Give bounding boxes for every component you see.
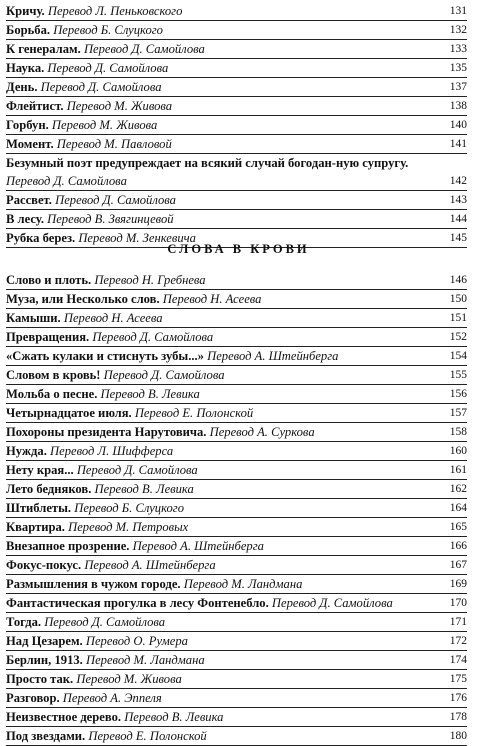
toc-entry xyxy=(6,651,467,670)
entry-title: Безумный поэт предупреждает на всякий случай богодан-ную супругу. xyxy=(6,156,409,170)
entry-title: Рассвет. xyxy=(6,193,52,207)
entry-translator: Перевод Л. Шифферса xyxy=(50,444,174,458)
entry-translator: Перевод Д. Самойлова xyxy=(83,42,205,56)
entry-title: Фантастическая прогулка в лесу Фонтенебло. xyxy=(6,596,269,610)
entry-translator: Перевод Е. Полонской xyxy=(134,406,254,420)
toc-entry xyxy=(6,116,467,135)
entry-translator: Перевод Л. Пеньковского xyxy=(47,4,183,18)
toc-entry xyxy=(6,689,467,708)
toc-entry xyxy=(6,271,467,290)
entry-page-number: 171 xyxy=(448,613,467,631)
entry-page-number: 141 xyxy=(448,135,467,153)
entry-title: Внезапное прозрение. xyxy=(6,539,130,553)
entry-page-number: 175 xyxy=(448,670,467,688)
entry-translator: Перевод А. Суркова xyxy=(209,425,315,439)
entry-page-number: 143 xyxy=(448,191,467,209)
entry-page-number: 180 xyxy=(448,727,467,745)
entry-page-number: 133 xyxy=(448,40,467,58)
toc-entry xyxy=(6,40,467,59)
entry-title: Горбун. xyxy=(6,118,49,132)
toc-entry xyxy=(6,347,467,366)
entry-page-number: 131 xyxy=(448,2,467,20)
entry-title: Муза, или Несколько слов. xyxy=(6,292,160,306)
entry-title: Кричу. xyxy=(6,4,45,18)
entry-translator: Перевод Д. Самойлова xyxy=(6,174,127,188)
entry-translator: Перевод М. Ландмана xyxy=(85,653,205,667)
entry-translator: Перевод Б. Слуцкого xyxy=(74,501,185,515)
entry-page-number: 158 xyxy=(448,423,467,441)
toc-entry xyxy=(6,210,467,229)
entry-translator: Перевод Е. Полонской xyxy=(88,729,207,743)
toc-list-1 xyxy=(6,2,467,248)
entry-page-number: 146 xyxy=(448,271,467,289)
entry-translator: Перевод Д. Самойлова xyxy=(271,596,393,610)
entry-translator: Перевод В. Левика xyxy=(124,710,224,724)
toc-entry xyxy=(6,135,467,154)
entry-title: Борьба. xyxy=(6,23,51,37)
entry-title: Камыши. xyxy=(6,311,61,325)
entry-title: «Сжать кулаки и стиснуть зубы...» xyxy=(6,349,204,363)
entry-title: Нету края... xyxy=(6,463,74,477)
toc-entry xyxy=(6,290,467,309)
entry-translator: Перевод Н. Гребнева xyxy=(94,273,206,287)
entry-title: Размышления в чужом городе. xyxy=(6,577,181,591)
entry-translator: Перевод О. Румера xyxy=(85,634,188,648)
entry-translator: Перевод Д. Самойлова xyxy=(92,330,214,344)
entry-page-number: 154 xyxy=(448,347,467,365)
entry-page-number: 137 xyxy=(448,78,467,96)
entry-translator: Перевод Н. Асеева xyxy=(162,292,262,306)
entry-translator: Перевод А. Штейнберга xyxy=(84,558,216,572)
entry-page-number: 166 xyxy=(448,537,467,555)
entry-page-number: 150 xyxy=(448,290,467,308)
entry-title: Неизвестное дерево. xyxy=(6,710,122,724)
entry-title: Разговор. xyxy=(6,691,60,705)
entry-title: Мольба о песне. xyxy=(6,387,98,401)
entry-translator: Перевод А. Штейнберга xyxy=(207,349,339,363)
entry-page-number: 174 xyxy=(448,651,467,669)
entry-page-number: 135 xyxy=(448,59,467,77)
entry-translator: Перевод Д. Самойлова xyxy=(76,463,198,477)
entry-translator: Перевод М. Живова xyxy=(66,99,173,113)
entry-title: Лето бедняков. xyxy=(6,482,92,496)
section-title: СЛОВА В КРОВИ xyxy=(167,242,310,256)
entry-title: Рубка берез. xyxy=(6,231,76,245)
toc-entry xyxy=(6,613,467,632)
entry-translator: Перевод М. Павловой xyxy=(56,137,172,151)
toc-entry xyxy=(6,21,467,40)
entry-page-number: 138 xyxy=(448,97,467,115)
toc-entry xyxy=(6,556,467,575)
entry-page-number: 144 xyxy=(448,210,467,228)
entry-translator: Перевод Н. Асеева xyxy=(63,311,163,325)
toc-entry xyxy=(6,59,467,78)
entry-title: Словом в кровь! xyxy=(6,368,101,382)
toc-entry xyxy=(6,518,467,537)
entry-title: Берлин, 1913. xyxy=(6,653,83,667)
entry-title: Фокус-покус. xyxy=(6,558,82,572)
entry-page-number: 169 xyxy=(448,575,467,593)
entry-translator: Перевод Д. Самойлова xyxy=(44,615,166,629)
entry-title: Слово и плоть. xyxy=(6,273,92,287)
entry-title: День. xyxy=(6,80,38,94)
entry-page-number: 132 xyxy=(448,21,467,39)
entry-page-number: 170 xyxy=(448,594,467,612)
toc-entry xyxy=(6,78,467,97)
entry-translator: Перевод В. Левика xyxy=(100,387,200,401)
entry-translator: Перевод А. Штейнберга xyxy=(132,539,264,553)
toc-entry xyxy=(6,499,467,518)
entry-translator: Перевод А. Эппеля xyxy=(62,691,162,705)
toc-entry xyxy=(6,2,467,21)
toc-entry xyxy=(6,404,467,423)
entry-page-number: 140 xyxy=(448,116,467,134)
entry-page-number: 160 xyxy=(448,442,467,460)
toc-entry xyxy=(6,154,467,191)
entry-translator: Перевод М. Живова xyxy=(51,118,158,132)
entry-translator: Перевод В. Левика xyxy=(94,482,194,496)
entry-title: Нужда. xyxy=(6,444,47,458)
entry-title: Тогда. xyxy=(6,615,42,629)
toc-entry xyxy=(6,708,467,727)
toc-entry xyxy=(6,575,467,594)
entry-title: К генералам. xyxy=(6,42,81,56)
toc-entry xyxy=(6,670,467,689)
entry-translator: Перевод Д. Самойлова xyxy=(40,80,162,94)
entry-page-number: 176 xyxy=(448,689,467,707)
entry-translator: Перевод М. Живова xyxy=(76,672,182,686)
toc-entry xyxy=(6,442,467,461)
entry-title: Под звездами. xyxy=(6,729,86,743)
toc-entry xyxy=(6,632,467,651)
entry-title: Похороны президента Нарутовича. xyxy=(6,425,207,439)
entry-translator: Перевод М. Зенкевича xyxy=(78,231,196,245)
entry-page-number: 142 xyxy=(448,172,467,190)
toc-entry xyxy=(6,97,467,116)
toc-entry xyxy=(6,191,467,210)
entry-title: Наука. xyxy=(6,61,45,75)
entry-page-number: 156 xyxy=(448,385,467,403)
toc-entry xyxy=(6,309,467,328)
entry-title: Просто так. xyxy=(6,672,74,686)
toc-entry xyxy=(6,594,467,613)
toc-entry xyxy=(6,423,467,442)
entry-title: Флейтист. xyxy=(6,99,64,113)
entry-title: Четырнадцатое июля. xyxy=(6,406,132,420)
toc-entry xyxy=(6,537,467,556)
entry-page-number: 161 xyxy=(448,461,467,479)
entry-translator: Перевод В. Звягинцевой xyxy=(47,212,174,226)
entry-page-number: 155 xyxy=(448,366,467,384)
entry-title: Момент. xyxy=(6,137,54,151)
entry-title: Квартира. xyxy=(6,520,65,534)
entry-page-number: 178 xyxy=(448,708,467,726)
toc-entry xyxy=(6,366,467,385)
entry-title: Штиблеты. xyxy=(6,501,72,515)
entry-title: Над Цезарем. xyxy=(6,634,83,648)
entry-page-number: 145 xyxy=(448,229,467,247)
entry-title: Превращения. xyxy=(6,330,90,344)
entry-page-number: 152 xyxy=(448,328,467,346)
entry-page-number: 167 xyxy=(448,556,467,574)
toc-entry xyxy=(6,328,467,347)
toc-entry xyxy=(6,727,467,746)
entry-translator: Перевод Д. Самойлова xyxy=(55,193,176,207)
toc-entry xyxy=(6,461,467,480)
entry-translator: Перевод Д. Самойлова xyxy=(47,61,169,75)
toc-entry xyxy=(6,480,467,499)
entry-page-number: 164 xyxy=(448,499,467,517)
entry-title: В лесу. xyxy=(6,212,44,226)
entry-page-number: 151 xyxy=(448,309,467,327)
entry-page-number: 162 xyxy=(448,480,467,498)
entry-translator: Перевод М. Петровых xyxy=(68,520,189,534)
entry-translator: Перевод М. Ландмана xyxy=(183,577,303,591)
toc-entry xyxy=(6,385,467,404)
toc-list-2 xyxy=(6,271,467,746)
entry-page-number: 157 xyxy=(448,404,467,422)
entry-translator: Перевод Д. Самойлова xyxy=(103,368,225,382)
entry-translator: Перевод Б. Слуцкого xyxy=(53,23,163,37)
entry-page-number: 165 xyxy=(448,518,467,536)
entry-page-number: 172 xyxy=(448,632,467,650)
